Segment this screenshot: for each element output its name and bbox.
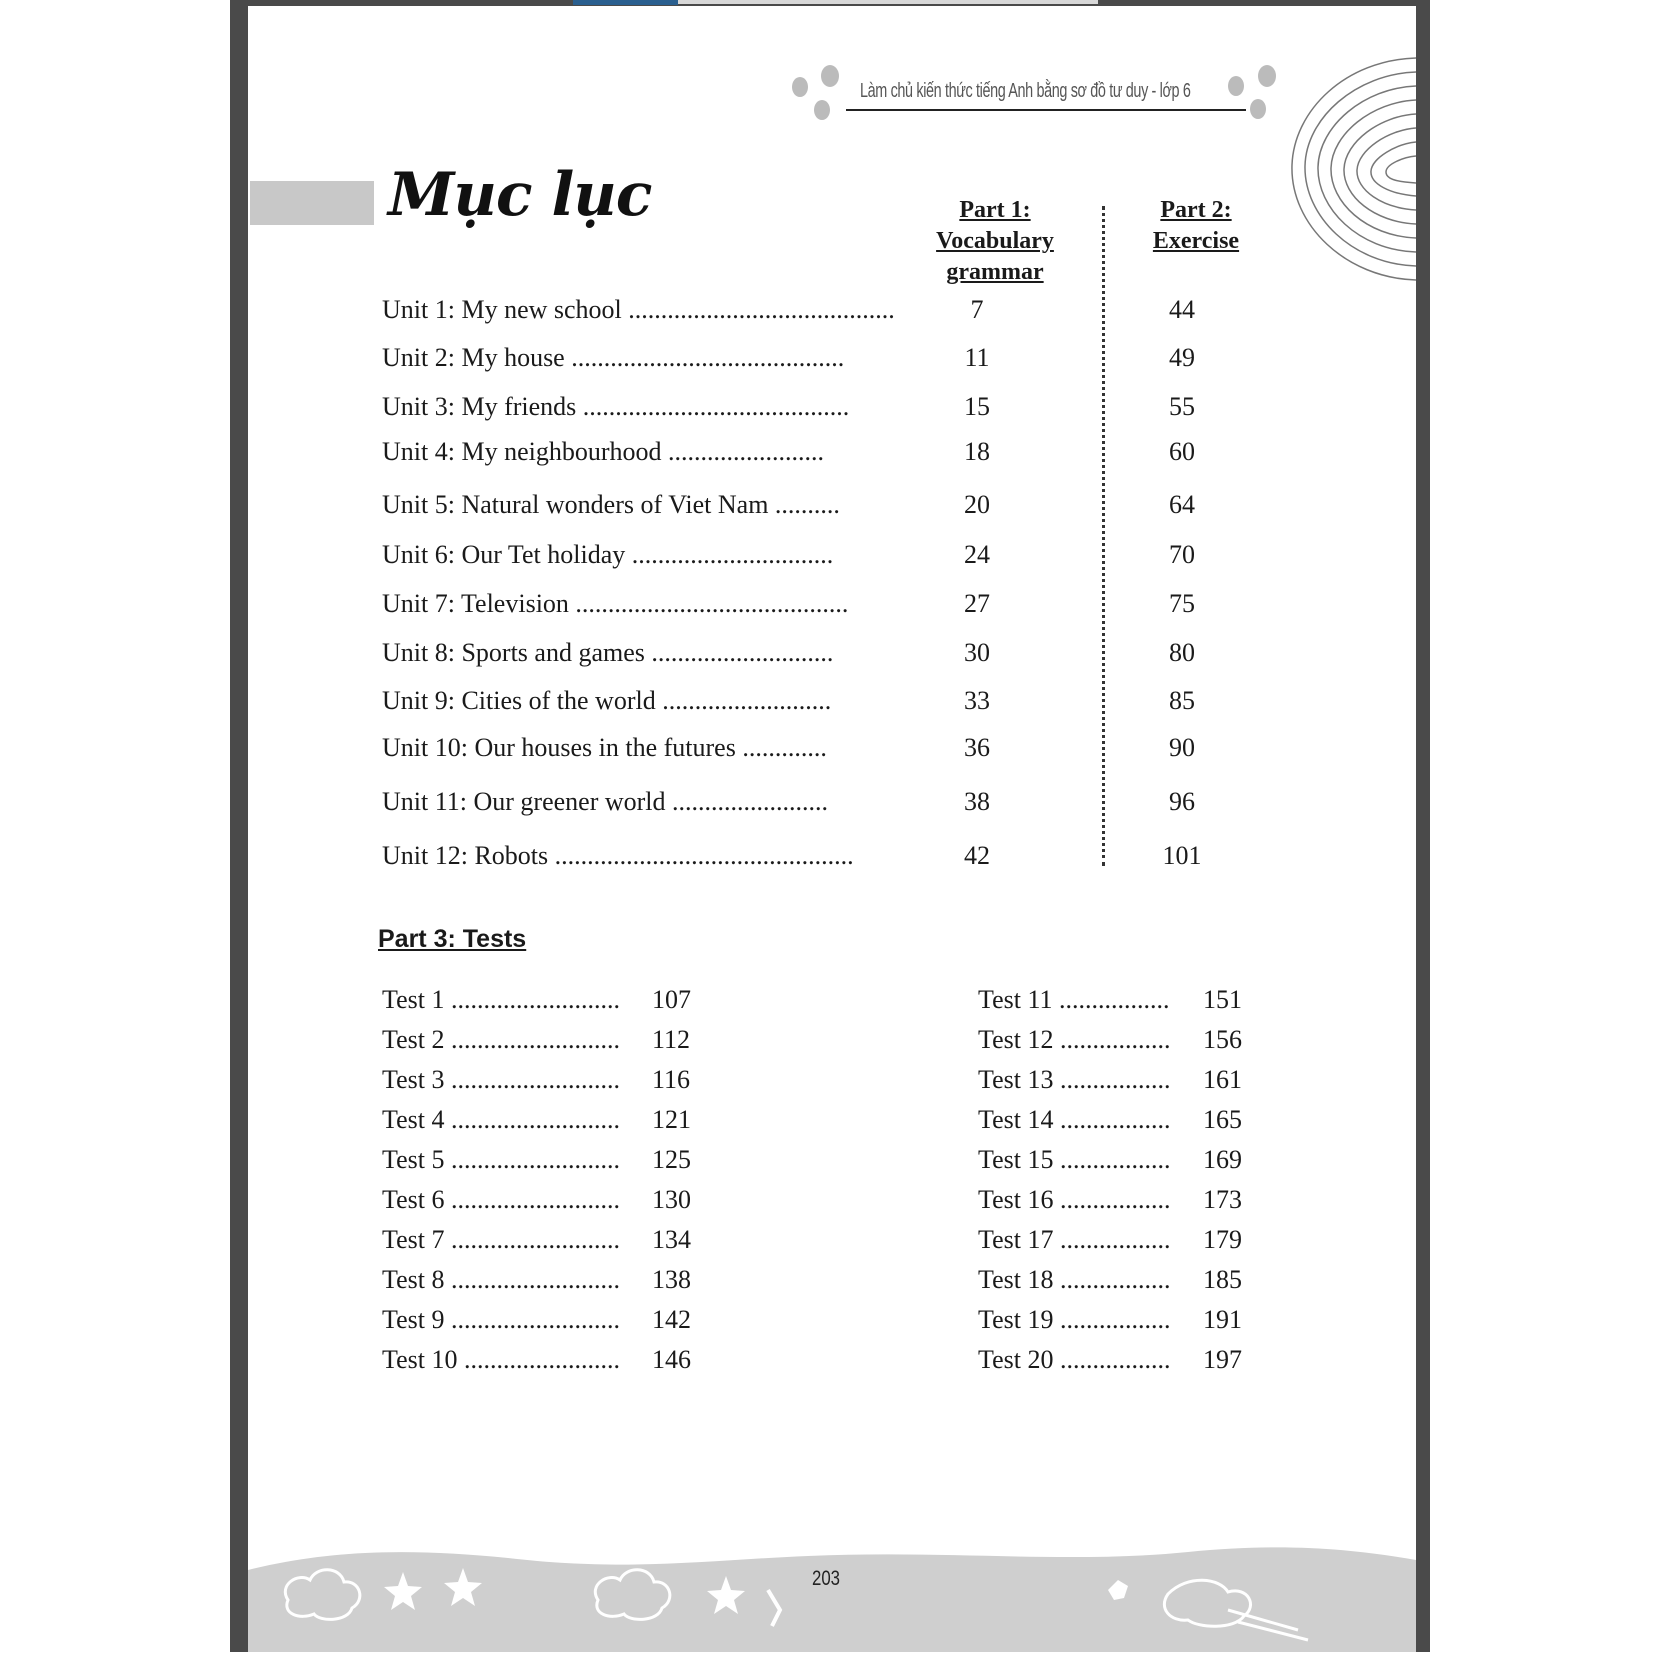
test-label: Test 3 .......................... xyxy=(382,1065,620,1094)
toc-row xyxy=(382,540,1282,574)
test-page: 107 xyxy=(652,985,691,1014)
toc-row-part1-page: 11 xyxy=(964,343,990,372)
test-row xyxy=(978,1145,1242,1179)
test-row xyxy=(978,1025,1242,1059)
test-label: Test 18 ................. xyxy=(978,1265,1171,1294)
test-row xyxy=(382,1185,691,1219)
toc-row xyxy=(382,295,1282,329)
test-row xyxy=(978,1305,1242,1339)
toc-row-label: Unit 2: My house .......................................... xyxy=(382,343,845,372)
toc-row-part2-page: 85 xyxy=(1169,686,1195,715)
footer-wave-decoration xyxy=(248,1530,1416,1652)
toc-row-label: Unit 1: My new school ......................................... xyxy=(382,295,895,324)
column-header-part2 xyxy=(1136,195,1256,257)
toc-row xyxy=(382,392,1282,426)
toc-row-part1-page: 7 xyxy=(970,295,984,324)
toc-row-part2-page: 44 xyxy=(1169,295,1195,324)
part2-line2: Exercise xyxy=(1152,228,1240,254)
test-page: 169 xyxy=(1203,1145,1242,1174)
toc-row-label: Unit 7: Television .......................................... xyxy=(382,589,849,618)
top-bar-accent xyxy=(573,0,678,5)
test-label: Test 20 ................. xyxy=(978,1345,1171,1374)
test-row xyxy=(978,1065,1242,1099)
toc-row xyxy=(382,686,1282,720)
part1-line1: Part 1: xyxy=(959,197,1031,223)
test-page: 185 xyxy=(1203,1265,1242,1294)
test-row xyxy=(382,1145,691,1179)
test-label: Test 8 .......................... xyxy=(382,1265,620,1294)
toc-row xyxy=(382,589,1282,623)
toc-row-label: Unit 11: Our greener world ........................ xyxy=(382,787,829,816)
test-label: Test 15 ................. xyxy=(978,1145,1171,1174)
test-label: Test 6 .......................... xyxy=(382,1185,620,1214)
test-row xyxy=(382,1265,691,1299)
toc-row-label: Unit 3: My friends ......................................... xyxy=(382,392,850,421)
toc-row-part2-page: 64 xyxy=(1169,490,1195,519)
test-row xyxy=(978,1185,1242,1219)
toc-row xyxy=(382,437,1282,471)
part1-line2: Vocabulary xyxy=(936,228,1054,254)
toc-row-part2-page: 49 xyxy=(1169,343,1195,372)
toc-row-part2-page: 80 xyxy=(1169,638,1195,667)
toc-row-part1-page: 36 xyxy=(964,733,990,762)
toc-row-label: Unit 8: Sports and games ............................ xyxy=(382,638,834,667)
test-row xyxy=(382,1305,691,1339)
test-page: 151 xyxy=(1203,985,1242,1014)
toc-row-label: Unit 5: Natural wonders of Viet Nam .......... xyxy=(382,490,840,519)
toc-row xyxy=(382,343,1282,377)
toc-row xyxy=(382,733,1282,767)
test-row xyxy=(382,1225,691,1259)
toc-row-part2-page: 70 xyxy=(1169,540,1195,569)
test-page: 112 xyxy=(652,1025,691,1054)
test-label: Test 11 ................. xyxy=(978,985,1170,1014)
test-row xyxy=(978,985,1242,1019)
test-page: 116 xyxy=(652,1065,691,1094)
toc-row-part2-page: 55 xyxy=(1169,392,1195,421)
toc-row xyxy=(382,490,1282,524)
decor-dots-right-icon xyxy=(1224,62,1284,122)
title-accent-bar xyxy=(250,181,374,225)
test-page: 156 xyxy=(1203,1025,1242,1054)
toc-row-part2-page: 96 xyxy=(1169,787,1195,816)
test-page: 165 xyxy=(1203,1105,1242,1134)
toc-row-part2-page: 101 xyxy=(1162,841,1202,870)
test-label: Test 16 ................. xyxy=(978,1185,1171,1214)
toc-row-part2-page: 90 xyxy=(1169,733,1195,762)
toc-row-part2-page: 60 xyxy=(1169,437,1195,466)
test-label: Test 10 ........................ xyxy=(382,1345,620,1374)
test-page: 125 xyxy=(652,1145,691,1174)
test-page: 134 xyxy=(652,1225,691,1254)
test-row xyxy=(382,1025,691,1059)
test-page: 121 xyxy=(652,1105,691,1134)
toc-row-label: Unit 10: Our houses in the futures ............. xyxy=(382,733,827,762)
test-label: Test 13 ................. xyxy=(978,1065,1171,1094)
toc-row-part1-page: 42 xyxy=(964,841,990,870)
test-page: 197 xyxy=(1203,1345,1242,1374)
toc-row-label: Unit 12: Robots .............................................. xyxy=(382,841,854,870)
test-row xyxy=(382,1065,691,1099)
test-row xyxy=(978,1345,1242,1379)
test-page: 161 xyxy=(1203,1065,1242,1094)
decor-dots-left-icon xyxy=(788,62,848,122)
toc-row-part1-page: 33 xyxy=(964,686,990,715)
toc-row xyxy=(382,841,1282,875)
test-label: Test 9 .......................... xyxy=(382,1305,620,1334)
toc-row-part1-page: 30 xyxy=(964,638,990,667)
test-label: Test 2 .......................... xyxy=(382,1025,620,1054)
test-page: 191 xyxy=(1203,1305,1242,1334)
column-header-part1 xyxy=(920,195,1070,288)
page-title: Mục lục xyxy=(388,160,652,230)
part3-heading: Part 3: Tests xyxy=(378,925,527,953)
test-row xyxy=(978,1225,1242,1259)
test-row xyxy=(978,1265,1242,1299)
test-page: 142 xyxy=(652,1305,691,1334)
test-page: 179 xyxy=(1203,1225,1242,1254)
page-number: 203 xyxy=(812,1567,841,1590)
test-label: Test 17 ................. xyxy=(978,1225,1171,1254)
test-row xyxy=(978,1105,1242,1139)
book-title-header: Làm chủ kiến thức tiếng Anh bằng sơ đồ tư duy - lớp 6 xyxy=(860,80,1191,102)
test-row xyxy=(382,1345,691,1379)
test-page: 138 xyxy=(652,1265,691,1294)
toc-row xyxy=(382,787,1282,821)
toc-row-part1-page: 20 xyxy=(964,490,990,519)
top-bar-light xyxy=(678,0,1098,4)
header-underline xyxy=(846,109,1246,111)
tree-ring-icon xyxy=(1286,50,1416,290)
toc-row-part2-page: 75 xyxy=(1169,589,1195,618)
test-label: Test 12 ................. xyxy=(978,1025,1171,1054)
toc-row-part1-page: 27 xyxy=(964,589,990,618)
test-page: 130 xyxy=(652,1185,691,1214)
part2-line1: Part 2: xyxy=(1160,197,1232,223)
toc-row-part1-page: 18 xyxy=(964,437,990,466)
toc-row-part1-page: 15 xyxy=(964,392,990,421)
test-label: Test 5 .......................... xyxy=(382,1145,620,1174)
test-page: 173 xyxy=(1203,1185,1242,1214)
test-label: Test 7 .......................... xyxy=(382,1225,620,1254)
toc-row-part1-page: 24 xyxy=(964,540,990,569)
toc-row-label: Unit 4: My neighbourhood ........................ xyxy=(382,437,824,466)
test-label: Test 1 .......................... xyxy=(382,985,620,1014)
toc-row xyxy=(382,638,1282,672)
toc-row-label: Unit 6: Our Tet holiday ............................... xyxy=(382,540,834,569)
test-label: Test 14 ................. xyxy=(978,1105,1171,1134)
test-row xyxy=(382,985,691,1019)
part1-line3: grammar xyxy=(946,259,1044,285)
test-label: Test 19 ................. xyxy=(978,1305,1171,1334)
toc-row-part1-page: 38 xyxy=(964,787,990,816)
test-row xyxy=(382,1105,691,1139)
toc-row-label: Unit 9: Cities of the world .......................... xyxy=(382,686,832,715)
test-page: 146 xyxy=(652,1345,691,1374)
test-label: Test 4 .......................... xyxy=(382,1105,620,1134)
